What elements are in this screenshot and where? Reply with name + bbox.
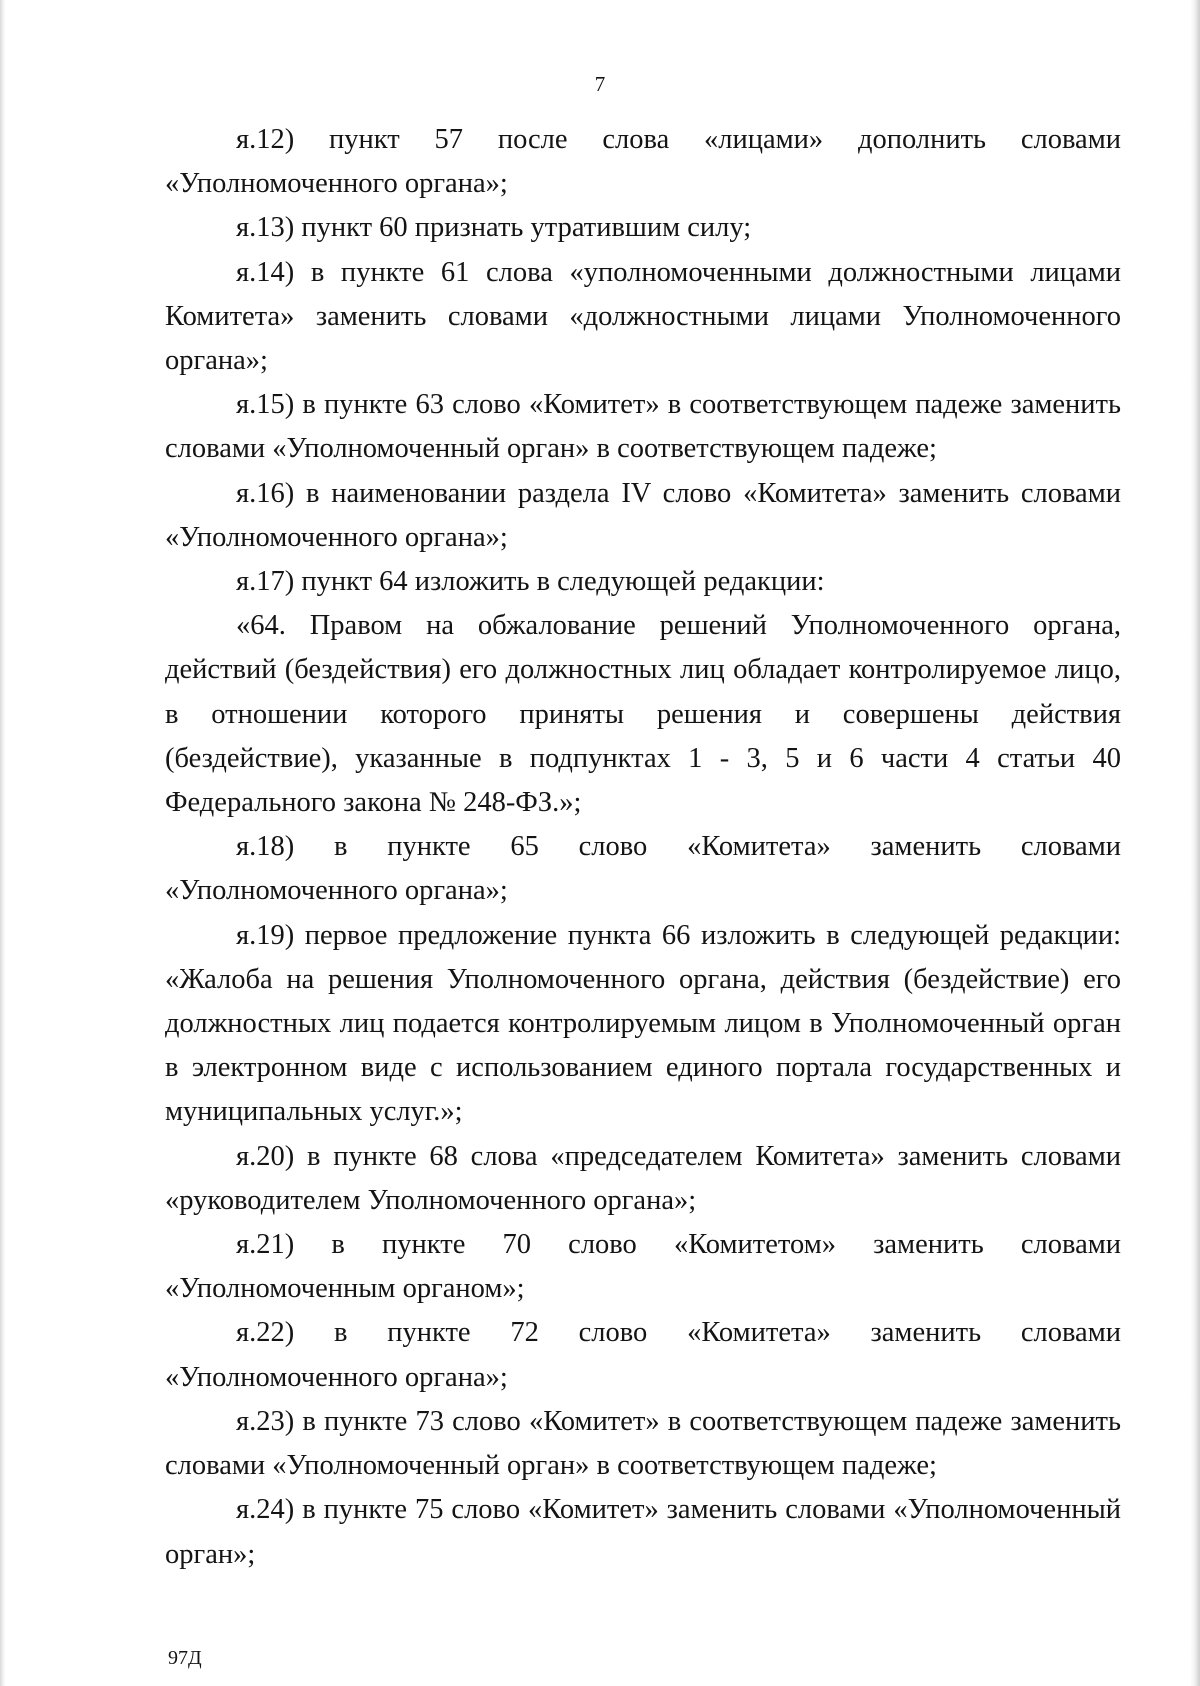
paragraph-ya19: я.19) первое предложение пункта 66 изложить в следующей редакции: «Жалоба на решения Уполномоченного органа, действия (бездействие) его должностных лиц подается контролируемым лицом в Уполномоченный орган в электронном виде с использованием единого портала государственных и муниципальных услуг.»; bbox=[165, 919, 1121, 1128]
scan-edge-right bbox=[1190, 0, 1200, 1686]
paragraph-ya24: я.24) в пункте 75 слово «Комитет» заменить словами «Уполномоченный орган»; bbox=[165, 1494, 1121, 1570]
paragraph-ya12: я.12) пункт 57 после слова «лицами» дополнить словами «Уполномоченного органа»; bbox=[165, 124, 1121, 200]
document-code: 97Д bbox=[168, 1647, 202, 1669]
paragraph-ya22: я.22) в пункте 72 слово «Комитета» заменить словами «Уполномоченного органа»; bbox=[165, 1317, 1121, 1393]
page-number: 7 bbox=[594, 72, 606, 96]
document-body bbox=[165, 118, 1121, 1577]
paragraph-ya21: я.21) в пункте 70 слово «Комитетом» заменить словами «Уполномоченным органом»; bbox=[165, 1229, 1121, 1305]
paragraph-ya18: я.18) в пункте 65 слово «Комитета» заменить словами «Уполномоченного органа»; bbox=[165, 831, 1121, 907]
scan-edge-left bbox=[0, 0, 6, 1686]
paragraph-ya23: я.23) в пункте 73 слово «Комитет» в соответствующем падеже заменить словами «Уполномоченный орган» в соответствующем падеже; bbox=[165, 1405, 1121, 1482]
paragraph-ya15: я.15) в пункте 63 слово «Комитет» в соответствующем падеже заменить словами «Уполномоченный орган» в соответствующем падеже; bbox=[165, 389, 1121, 465]
paragraph-ya20: я.20) в пункте 68 слова «председателем Комитета» заменить словами «руководителем Уполномоченного органа»; bbox=[165, 1140, 1121, 1216]
paragraph-ya16: я.16) в наименовании раздела IV слово «Комитета» заменить словами «Уполномоченного органа»; bbox=[165, 477, 1121, 553]
paragraph-ya13: я.13) пункт 60 признать утратившим силу; bbox=[236, 212, 752, 244]
paragraph-ya14: я.14) в пункте 61 слова «уполномоченными должностными лицами Комитета» заменить словами «должностными лицами Уполномоченного органа»; bbox=[165, 256, 1121, 377]
paragraph-ya17: я.17) пункт 64 изложить в следующей редакции: bbox=[236, 566, 825, 598]
paragraph-point-64-text: «64. Правом на обжалование решений Уполномоченного органа, действий (бездействия) его должностных лиц обладает контролируемое лицо, в отношении которого приняты решения и совершены действия (бездействие), указанные в подпунктах 1 - 3, 5 и 6 части 4 статьи 40 Федерального закона № 248-ФЗ.»; bbox=[165, 610, 1121, 819]
